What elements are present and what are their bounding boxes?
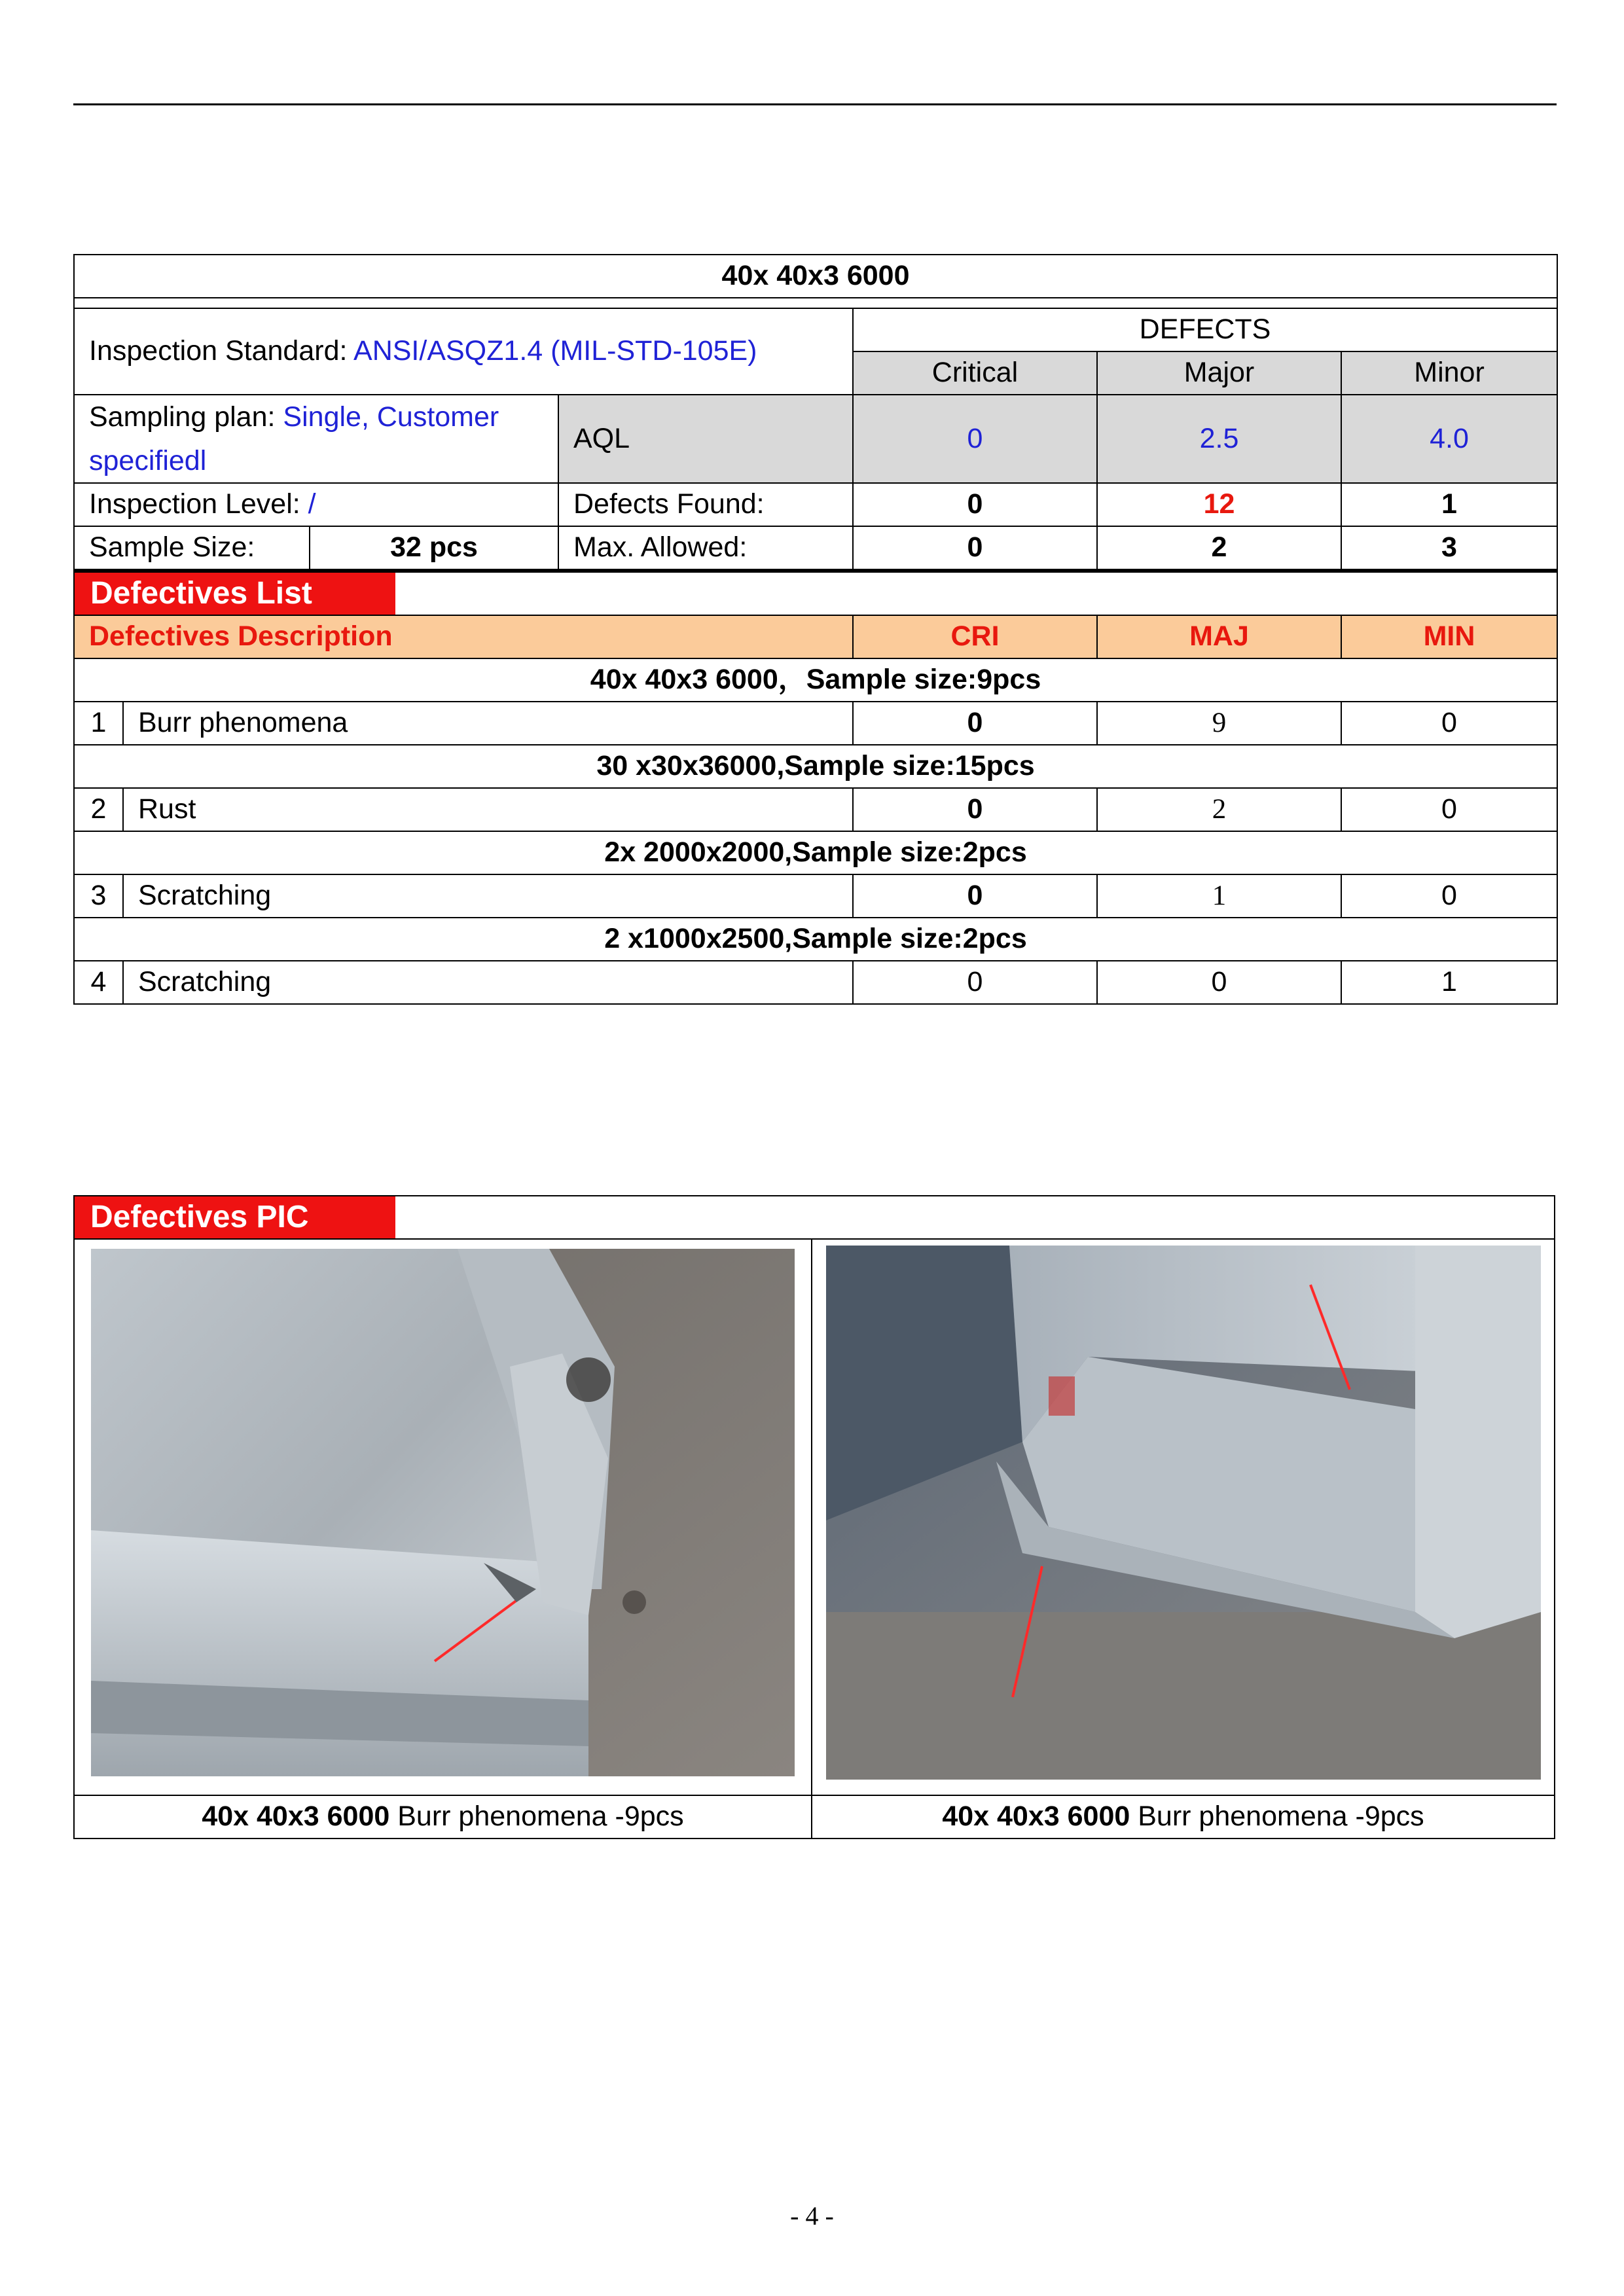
row-description: Burr phenomena <box>123 702 853 745</box>
inspection-standard-value: ANSI/ASQZ1.4 (MIL-STD-105E) <box>353 335 757 367</box>
table-row <box>74 702 1557 745</box>
sampling-plan-label: Sampling plan: <box>89 401 276 433</box>
inspection-standard-cell <box>74 308 853 395</box>
aql-minor: 4.0 <box>1341 395 1557 483</box>
maj-header: MAJ <box>1097 615 1341 658</box>
caption-text: Burr phenomena -9pcs <box>1130 1801 1424 1833</box>
group-heading: 2x 2000x2000,Sample size:2pcs <box>74 831 1557 874</box>
caption-spec: 40x 40x3 6000 <box>202 1801 390 1833</box>
photo-cell-right <box>812 1239 1555 1795</box>
defectives-pic-title-row <box>74 1196 1555 1239</box>
inspection-level-label: Inspection Level: <box>89 488 300 520</box>
min-header: MIN <box>1341 615 1557 658</box>
defect-type-critical: Critical <box>853 351 1097 395</box>
row-number: 1 <box>74 702 123 745</box>
defectives-list-title-row <box>74 571 1557 615</box>
caption-text: Burr phenomena -9pcs <box>389 1801 684 1833</box>
table-row <box>74 788 1557 831</box>
aql-label: AQL <box>558 395 853 483</box>
defects-found-label: Defects Found: <box>558 483 853 526</box>
inspection-level-cell <box>74 483 558 526</box>
row-maj: 0 <box>1097 961 1341 1004</box>
defects-found-major: 12 <box>1097 483 1341 526</box>
table-row <box>74 961 1557 1004</box>
sample-size-label: Sample Size: <box>74 526 310 571</box>
defectives-pic-table <box>73 1195 1555 1839</box>
group-heading: 30 x30x36000,Sample size:15pcs <box>74 745 1557 788</box>
inspection-level-value: / <box>308 488 316 520</box>
header-rule <box>73 103 1557 105</box>
row-maj: 2 <box>1097 788 1341 831</box>
row-min: 0 <box>1341 788 1557 831</box>
row-maj: 1 <box>1097 874 1341 918</box>
row-number: 3 <box>74 874 123 918</box>
row-description: Rust <box>123 788 853 831</box>
max-allowed-minor: 3 <box>1341 526 1557 571</box>
inspection-standard-label: Inspection Standard: <box>89 335 348 367</box>
photo-caption-right <box>812 1795 1555 1839</box>
sampling-plan-value-2: specifiedl <box>89 444 207 476</box>
row-number: 4 <box>74 961 123 1004</box>
max-allowed-major: 2 <box>1097 526 1341 571</box>
aql-critical: 0 <box>853 395 1097 483</box>
caption-spec: 40x 40x3 6000 <box>942 1801 1130 1833</box>
aql-major: 2.5 <box>1097 395 1341 483</box>
defects-found-minor: 1 <box>1341 483 1557 526</box>
cri-header: CRI <box>853 615 1097 658</box>
defectives-pic-title: Defectives PIC <box>75 1196 395 1238</box>
defects-found-critical: 0 <box>853 483 1097 526</box>
row-description: Scratching <box>123 961 853 1004</box>
sample-size-value: 32 pcs <box>310 526 558 571</box>
defectives-desc-header: Defectives Description <box>74 615 853 658</box>
inspection-table <box>73 254 1558 1005</box>
defect-photo-left <box>91 1249 795 1776</box>
row-maj: 9 <box>1097 702 1341 745</box>
row-min: 0 <box>1341 702 1557 745</box>
table-title: 40x 40x3 6000 <box>74 255 1557 298</box>
group-heading: 2 x1000x2500,Sample size:2pcs <box>74 918 1557 961</box>
defect-type-minor: Minor <box>1341 351 1557 395</box>
defect-photo-right <box>826 1246 1541 1780</box>
row-cri: 0 <box>853 961 1097 1004</box>
photo-cell-left <box>74 1239 812 1795</box>
defectives-list-title: Defectives List <box>75 573 395 615</box>
photo-caption-left <box>74 1795 812 1839</box>
max-allowed-label: Max. Allowed: <box>558 526 853 571</box>
row-min: 1 <box>1341 961 1557 1004</box>
row-cri: 0 <box>853 874 1097 918</box>
sampling-plan-cell <box>74 395 558 483</box>
defect-type-major: Major <box>1097 351 1341 395</box>
table-row <box>74 874 1557 918</box>
max-allowed-critical: 0 <box>853 526 1097 571</box>
row-min: 0 <box>1341 874 1557 918</box>
sampling-plan-value-1: Single, Customer <box>283 401 499 433</box>
row-number: 2 <box>74 788 123 831</box>
row-description: Scratching <box>123 874 853 918</box>
defects-header: DEFECTS <box>853 308 1557 351</box>
group-heading: 40x 40x3 6000，Sample size:9pcs <box>74 658 1557 702</box>
row-cri: 0 <box>853 788 1097 831</box>
row-cri: 0 <box>853 702 1097 745</box>
page-number: - 4 - <box>790 2201 834 2231</box>
